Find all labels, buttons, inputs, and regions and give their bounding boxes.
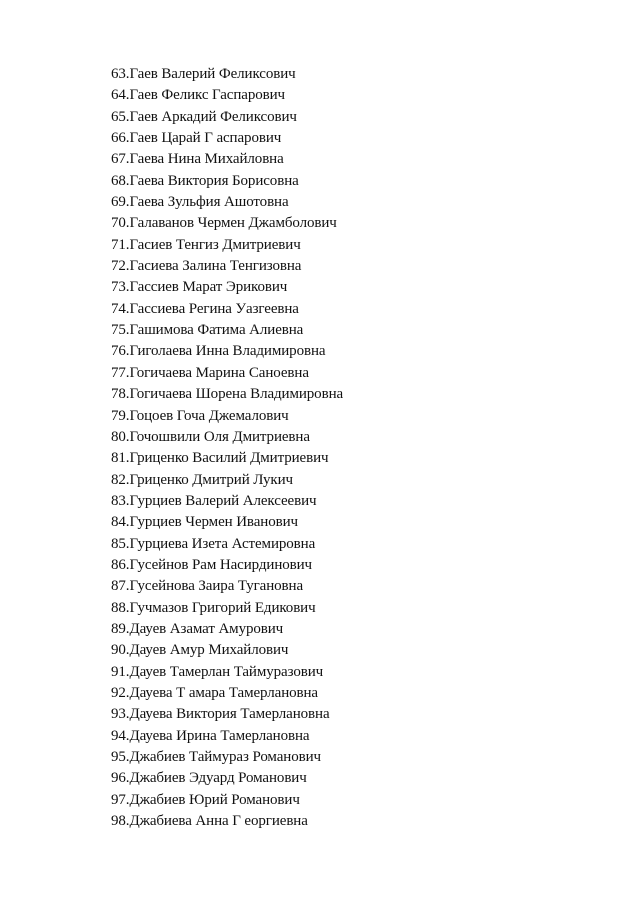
list-item: 64.Гаев Феликс Гаспарович [111, 87, 285, 104]
list-item: 74.Гассиева Регина Уазгеевна [111, 300, 299, 317]
list-item: 89.Дауев Азамат Амурович [111, 620, 284, 637]
list-item: 78.Гогичаева Шорена Владимировна [111, 386, 344, 403]
list-item: 77.Гогичаева Марина Саноевна [111, 364, 309, 381]
list-item: 67.Гаева Нина Михайловна [111, 151, 284, 168]
list-item: 70.Галаванов Чермен Джамболович [111, 215, 337, 232]
list-item: 69.Гаева Зульфия Ашотовна [111, 194, 289, 211]
list-item: 98.Джабиева Анна Г еоргиевна [111, 813, 308, 830]
list-item: 87.Гусейнова Заира Тугановна [111, 578, 304, 595]
list-item: 94.Дауева Ирина Тамерлановна [111, 727, 310, 744]
list-item: 84.Гурциев Чермен Иванович [111, 514, 298, 531]
list-item: 66.Гаев Царай Г аспарович [111, 130, 282, 147]
list-item: 95.Джабиев Таймураз Романович [111, 749, 321, 765]
list-item: 68.Гаева Виктория Борисовна [111, 172, 299, 189]
list-item: 81.Гриценко Василий Дмитриевич [111, 450, 329, 467]
list-item: 88.Гучмазов Григорий Едикович [111, 599, 316, 616]
list-item: 82.Гриценко Дмитрий Лукич [111, 471, 293, 488]
list-item: 76.Гиголаева Инна Владимировна [111, 343, 326, 360]
list-item: 93.Дауева Виктория Тамерлановна [111, 706, 330, 723]
list-item: 79.Гоцоев Гоча Джемалович [111, 407, 289, 424]
list-item: 75.Гашимова Фатима Алиевна [111, 322, 304, 339]
list-item: 63.Гаев Валерий Феликсович [111, 66, 296, 82]
list-item: 97.Джабиев Юрий Романович [111, 791, 300, 808]
list-item: 80.Гочошвили Оля Дмитриевна [111, 428, 310, 445]
name-list [111, 64, 591, 832]
list-item: 86.Гусейнов Рам Насирдинович [111, 556, 312, 573]
list-item: 96.Джабиев Эдуард Романович [111, 770, 307, 787]
list-item: 65.Гаев Аркадий Феликсович [111, 108, 297, 125]
list-item: 72.Гасиева Залина Тенгизовна [111, 258, 302, 275]
list-item: 92.Дауева Т амара Тамерлановна [111, 684, 318, 701]
list-item: 91.Дауев Тамерлан Таймуразович [111, 663, 324, 680]
list-item: 73.Гассиев Марат Эрикович [111, 279, 288, 296]
list-item: 85.Гурциева Изета Астемировна [111, 535, 316, 552]
list-item: 71.Гасиев Тенгиз Дмитриевич [111, 236, 301, 253]
list-item: 83.Гурциев Валерий Алексеевич [111, 492, 317, 509]
list-item: 90.Дауев Амур Михайлович [111, 642, 289, 659]
